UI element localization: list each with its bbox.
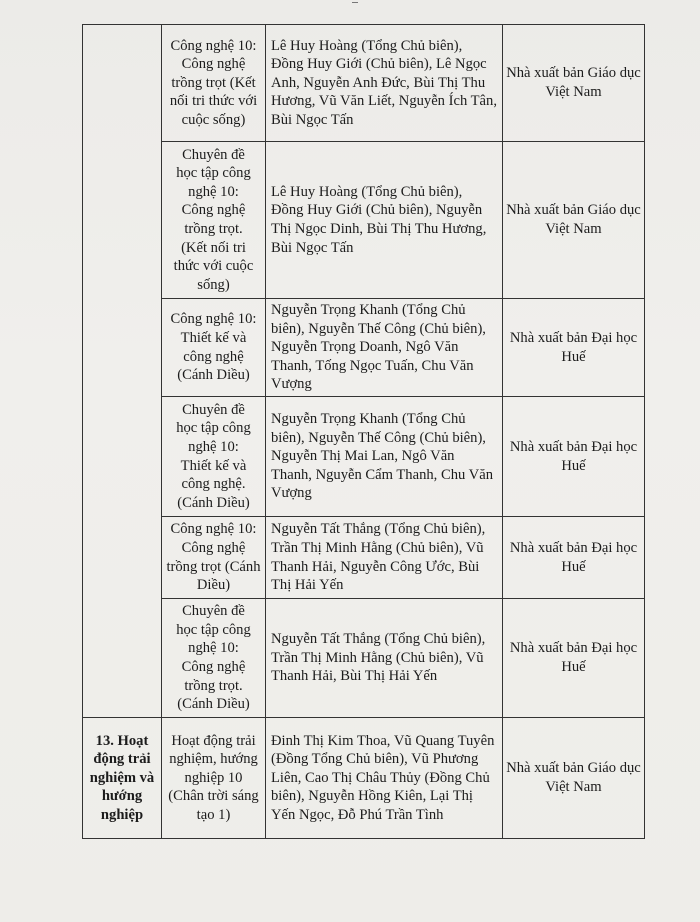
publisher-cell: [503, 397, 645, 517]
authors-cell: [266, 718, 503, 839]
book-title-cell: [162, 718, 266, 839]
book-publisher: Nhà xuất bản Đại học Huế: [509, 539, 638, 575]
authors-cell: [266, 25, 503, 142]
book-title: Chuyên đề học tập công nghệ 10: Thiết kế và công nghệ. (Cánh Diều): [176, 401, 251, 511]
book-publisher: Nhà xuất bản Giáo dục Việt Nam: [506, 65, 641, 100]
publisher-cell: [503, 299, 645, 397]
book-title-cell: [162, 142, 266, 299]
book-title-cell: [162, 599, 266, 718]
book-title: Hoạt động trải nghiệm, hướng nghiệp 10 (Chân trời sáng tạo 1): [168, 732, 259, 823]
book-authors: Nguyễn Trọng Khanh (Tổng Chủ biên), Nguyễn Thế Công (Chủ biên), Nguyễn Thị Mai Lan, Ngô Văn Thanh, Nguyễn Cẩm Thanh, Chu Văn Vượng: [271, 411, 493, 502]
book-authors: Nguyễn Trọng Khanh (Tổng Chủ biên), Nguyễn Thế Công (Chủ biên), Nguyễn Trọng Doanh, Ngô Văn Thanh, Tống Ngọc Tuấn, Chu Văn Vượng: [271, 302, 486, 393]
publisher-cell: [503, 517, 645, 599]
subject-title: 13. Hoạt động trải nghiệm và hướng nghiệp: [89, 732, 155, 823]
book-title-cell: [162, 397, 266, 517]
book-authors: Lê Huy Hoàng (Tổng Chủ biên), Đồng Huy Giới (Chủ biên), Nguyễn Thị Ngọc Dinh, Bùi Thị Thu Hương, Bùi Ngọc Tấn: [271, 183, 487, 256]
publisher-cell: [503, 718, 645, 839]
book-publisher: Nhà xuất bản Đại học Huế: [509, 329, 638, 365]
book-authors: Nguyễn Tất Thắng (Tổng Chủ biên), Trần Thị Minh Hằng (Chủ biên), Vũ Thanh Hải, Bùi Thị Hải Yến: [271, 631, 486, 685]
book-title: Công nghệ 10: Thiết kế và công nghệ (Cánh Diều): [170, 311, 257, 384]
table-row-section-13: [83, 718, 645, 839]
book-publisher: Nhà xuất bản Đại học Huế: [509, 438, 638, 474]
publisher-cell: [503, 599, 645, 718]
book-authors: Đinh Thị Kim Thoa, Vũ Quang Tuyên (Đồng Tổng Chủ biên), Vũ Phương Liên, Cao Thị Châu Thủy (Đồng Chủ biên), Nguyễn Hồng Kiên, Lại Thị Yến Ngọc, Đỗ Phú Trần Tình: [271, 732, 495, 823]
publisher-cell: [503, 142, 645, 299]
table-row: [83, 397, 645, 517]
authors-cell: [266, 517, 503, 599]
authors-cell: [266, 299, 503, 397]
table-row: [83, 25, 645, 142]
book-title: Công nghệ 10: Công nghệ trồng trọt (Cánh Diều): [166, 521, 261, 594]
subject-cell-continued: [83, 25, 162, 718]
book-title: Công nghệ 10: Công nghệ trồng trọt (Kết nối tri thức với cuộc sống): [169, 37, 258, 128]
page-top-mark: [352, 0, 358, 3]
book-title-cell: [162, 25, 266, 142]
book-publisher: Nhà xuất bản Đại học Huế: [509, 640, 638, 675]
subject-cell: [83, 718, 162, 839]
table-row: [83, 142, 645, 299]
book-title-cell: [162, 517, 266, 599]
book-publisher: Nhà xuất bản Giáo dục Việt Nam: [506, 202, 641, 237]
book-title: Chuyên đề học tập công nghệ 10: Công nghệ trồng trọt. (Kết nối tri thức với cuộc sống): [173, 146, 254, 293]
textbook-table: [82, 24, 645, 839]
book-publisher: Nhà xuất bản Giáo dục Việt Nam: [506, 760, 641, 795]
book-authors: Nguyễn Tất Thắng (Tổng Chủ biên), Trần Thị Minh Hằng (Chủ biên), Vũ Thanh Hải, Nguyễn Công Ước, Bùi Thị Hải Yến: [271, 521, 486, 594]
table-row: [83, 599, 645, 718]
publisher-cell: [503, 25, 645, 142]
authors-cell: [266, 397, 503, 517]
authors-cell: [266, 142, 503, 299]
book-title-cell: [162, 299, 266, 397]
book-title: Chuyên đề học tập công nghệ 10: Công nghệ trồng trọt. (Cánh Diều): [176, 603, 251, 713]
table-row: [83, 517, 645, 599]
book-authors: Lê Huy Hoàng (Tổng Chủ biên), Đồng Huy Giới (Chủ biên), Lê Ngọc Anh, Nguyễn Anh Đức, Bùi Thị Thu Hương, Vũ Văn Liết, Nguyễn Ích Tân, Bùi Ngọc Tấn: [271, 37, 497, 128]
table-row: [83, 299, 645, 397]
authors-cell: [266, 599, 503, 718]
